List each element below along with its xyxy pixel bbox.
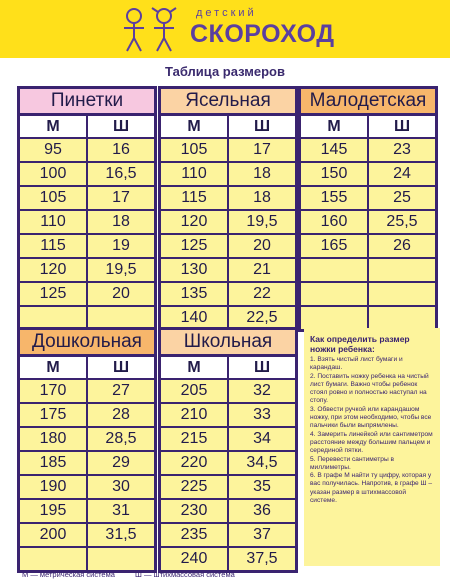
cell-sh: 16 (86, 139, 154, 161)
table-row (301, 161, 435, 185)
table-row (20, 474, 154, 498)
cell-m: 220 (180, 454, 208, 471)
cell-sh: 37 (227, 524, 295, 546)
cell-m: 100 (39, 165, 67, 182)
cell-m: 225 (180, 478, 208, 495)
cell-m: 155 (320, 189, 348, 206)
cell-sh: 20 (227, 235, 295, 257)
instruction-step: 6. В графе М найти ту цифру, которая у вас получилась. Напротив, в графе Ш – указан размер в штихмассовой системе. (310, 472, 433, 505)
cell-sh: 29 (86, 452, 154, 474)
column-headers (161, 116, 295, 139)
legend (22, 570, 235, 579)
cell-sh: 25,5 (367, 211, 435, 233)
cell-sh (367, 283, 435, 305)
cell-sh: 22 (227, 283, 295, 305)
cell-m: 120 (180, 213, 208, 230)
table-row (20, 185, 154, 209)
cell-m: 200 (39, 526, 67, 543)
instruction-step: 2. Поставить ножку ребенка на чистый лист бумаги. Важно чтобы ребенок стоял ровно и полностью наступал на стопу. (310, 372, 429, 405)
table-row (20, 139, 154, 161)
cell-sh: 19,5 (227, 211, 295, 233)
table-row (20, 426, 154, 450)
cell-m: 135 (180, 285, 208, 302)
table-row (161, 233, 295, 257)
cell-sh (367, 307, 435, 329)
table-row (161, 305, 295, 329)
cell-m: 205 (180, 382, 208, 399)
cell-sh: 28,5 (86, 428, 154, 450)
table-row (161, 257, 295, 281)
cell-m (20, 307, 86, 329)
cell-m: 125 (180, 237, 208, 254)
table-title: Дошкольная (20, 330, 154, 357)
size-table-yaselnaya (158, 86, 298, 332)
cell-sh: 23 (367, 139, 435, 161)
cell-sh: 21 (227, 259, 295, 281)
cell-m: 110 (40, 213, 66, 230)
cell-sh: 18 (227, 187, 295, 209)
cell-m: 230 (180, 502, 208, 519)
table-row (301, 233, 435, 257)
column-headers (301, 116, 435, 139)
table-title: Пинетки (20, 89, 154, 116)
cell-sh: 34,5 (227, 452, 295, 474)
table-row (301, 281, 435, 305)
table-title: Школьная (161, 330, 295, 357)
table-row (161, 498, 295, 522)
instruction-step: 4. Замерить линейкой или сантиметром расстояние между большим пальцем и серединой пятки. (310, 430, 433, 455)
table-row (301, 209, 435, 233)
cell-m: 235 (180, 526, 208, 543)
cell-m: 190 (39, 478, 67, 495)
table-row (161, 474, 295, 498)
size-table-malodetskaya (298, 86, 438, 332)
cell-m: 210 (180, 406, 208, 423)
table-row (20, 305, 154, 329)
instruction-step: 5. Перевести сантиметры в миллиметры. (310, 455, 395, 471)
cell-m (20, 548, 86, 570)
cell-sh: 18 (227, 163, 295, 185)
cell-sh: 17 (227, 139, 295, 161)
table-row (301, 139, 435, 161)
table-row (161, 161, 295, 185)
cell-sh: 16,5 (86, 163, 154, 185)
cell-sh (367, 259, 435, 281)
header-banner (0, 0, 450, 58)
cell-sh: 25 (367, 187, 435, 209)
cell-sh: 24 (367, 163, 435, 185)
table-row (20, 281, 154, 305)
col-sh-header: Ш (227, 116, 295, 137)
table-row (161, 426, 295, 450)
table-row (161, 546, 295, 570)
cell-m: 130 (180, 261, 208, 278)
cell-sh: 37,5 (227, 548, 295, 570)
col-sh-header: Ш (227, 357, 295, 378)
cell-m (301, 307, 367, 329)
cell-sh: 28 (86, 404, 154, 426)
col-sh-header: Ш (86, 116, 154, 137)
table-row (20, 233, 154, 257)
cell-m: 115 (40, 237, 66, 254)
table-row (161, 209, 295, 233)
table-row (20, 380, 154, 402)
table-row (161, 139, 295, 161)
table-row (20, 450, 154, 474)
cell-sh (86, 548, 154, 570)
table-row (20, 209, 154, 233)
cell-m: 140 (180, 309, 208, 326)
cell-m: 120 (39, 261, 67, 278)
brand-tagline: детский (196, 7, 257, 19)
cell-sh: 34 (227, 428, 295, 450)
cell-m: 145 (320, 141, 348, 158)
cell-m: 95 (44, 141, 62, 158)
column-headers (20, 116, 154, 139)
table-row (20, 522, 154, 546)
table-row (20, 161, 154, 185)
cell-m: 105 (180, 141, 208, 158)
cell-sh: 26 (367, 235, 435, 257)
cell-sh: 27 (86, 380, 154, 402)
cell-m: 115 (181, 189, 207, 206)
cell-sh: 36 (227, 500, 295, 522)
table-row (161, 185, 295, 209)
column-headers (161, 357, 295, 380)
table-row (161, 522, 295, 546)
legend-m: М — метрическая система (22, 570, 115, 579)
brand-name: СКОРОХОД (190, 20, 335, 48)
cell-sh: 22,5 (227, 307, 295, 329)
col-m-header: М (46, 359, 60, 376)
cell-sh: 31 (86, 500, 154, 522)
column-headers (20, 357, 154, 380)
col-m-header: М (46, 118, 60, 135)
cell-sh: 18 (86, 211, 154, 233)
cell-sh: 31,5 (86, 524, 154, 546)
cell-m: 175 (39, 406, 67, 423)
table-row (301, 305, 435, 329)
instruction-step: 1. Взять чистый лист бумаги и карандаш. (310, 356, 403, 372)
instruction-step: 3. Обвести ручкой или карандашом ножку, при этом необходимо, чтобы все пальчики были выпрямлены. (310, 405, 432, 430)
kids-logo-icon (118, 6, 182, 54)
page-title: Таблица размеров (165, 64, 285, 79)
cell-m (301, 259, 367, 281)
cell-sh: 19 (86, 235, 154, 257)
table-row (20, 546, 154, 570)
table-row (161, 281, 295, 305)
table-row (161, 380, 295, 402)
table-row (161, 450, 295, 474)
cell-m: 185 (39, 454, 67, 471)
cell-m (301, 283, 367, 305)
cell-m: 180 (39, 430, 67, 447)
cell-sh: 17 (86, 187, 154, 209)
table-row (161, 402, 295, 426)
cell-sh: 19,5 (86, 259, 154, 281)
cell-m: 105 (39, 189, 67, 206)
size-table-pinetki (17, 86, 157, 332)
table-row (20, 402, 154, 426)
cell-m: 240 (180, 550, 208, 567)
cell-m: 110 (181, 165, 207, 182)
cell-m: 125 (39, 285, 67, 302)
table-row (20, 257, 154, 281)
table-row (301, 185, 435, 209)
col-sh-header: Ш (86, 357, 154, 378)
table-title: Ясельная (161, 89, 295, 116)
cell-sh: 30 (86, 476, 154, 498)
cell-sh: 20 (86, 283, 154, 305)
cell-sh (86, 307, 154, 329)
cell-sh: 33 (227, 404, 295, 426)
col-sh-header: Ш (367, 116, 435, 137)
col-m-header: М (327, 118, 341, 135)
table-title: Малодетская (301, 89, 435, 116)
cell-m: 170 (39, 382, 67, 399)
instructions-title: Как определить размер ножки ребенка: (310, 334, 410, 354)
cell-sh: 32 (227, 380, 295, 402)
measure-instructions (304, 328, 440, 566)
size-table-doshkolnaya (17, 327, 157, 573)
cell-m: 195 (39, 502, 67, 519)
cell-sh: 35 (227, 476, 295, 498)
cell-m: 150 (320, 165, 348, 182)
table-row (301, 257, 435, 281)
cell-m: 165 (320, 237, 348, 254)
size-table-shkolnaya (158, 327, 298, 573)
legend-sh: Ш — штихмассовая система (135, 570, 235, 579)
cell-m: 160 (320, 213, 348, 230)
col-m-header: М (187, 359, 201, 376)
cell-m: 215 (180, 430, 208, 447)
table-row (20, 498, 154, 522)
col-m-header: М (187, 118, 201, 135)
